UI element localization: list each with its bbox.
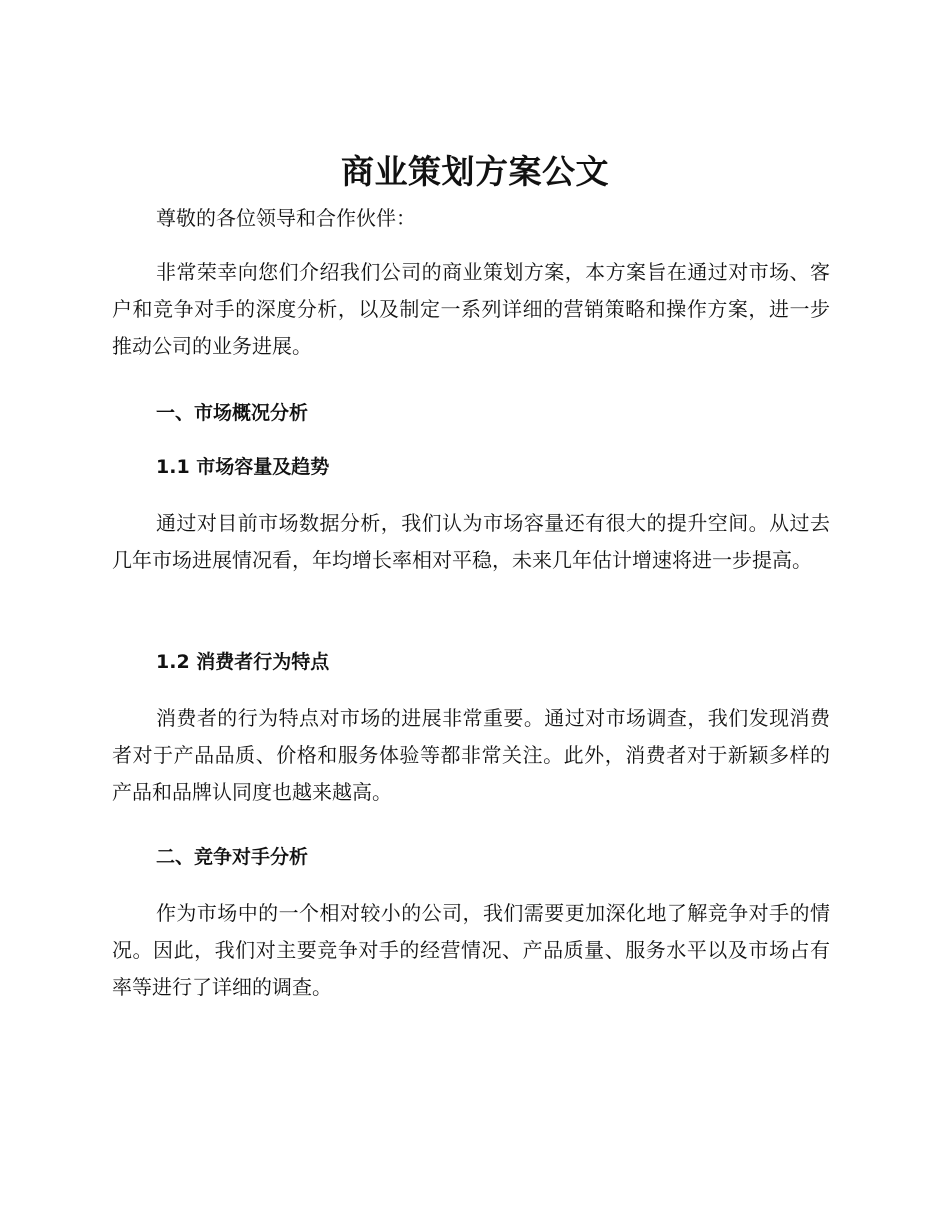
- document-title: 商业策划方案公文: [341, 152, 609, 191]
- greeting: 尊敬的各位领导和合作伙伴：: [156, 206, 416, 230]
- section-2-paragraph: 作为市场中的一个相对较小的公司，我们需要更加深化地了解竞争对手的情况。因此，我们对主要竞争对手的经营情况、产品质量、服务水平以及市场占有率等进行了详细的调查。: [112, 901, 830, 999]
- section-1-2-heading: 1.2 消费者行为特点: [156, 651, 330, 673]
- section-1-1-heading: 1.1 市场容量及趋势: [156, 456, 330, 478]
- section-1-heading: 一、市场概况分析: [156, 402, 309, 424]
- section-1-2-paragraph: 消费者的行为特点对市场的进展非常重要。通过对市场调查，我们发现消费者对于产品品质、价格和服务体验等都非常关注。此外，消费者对于新颖多样的产品和品牌认同度也越来越高。: [112, 706, 830, 804]
- intro-paragraph: 非常荣幸向您们介绍我们公司的商业策划方案，本方案旨在通过对市场、客户和竞争对手的深度分析，以及制定一系列详细的营销策略和操作方案，进一步推动公司的业务进展。: [112, 260, 830, 358]
- section-1-1-paragraph: 通过对目前市场数据分析，我们认为市场容量还有很大的提升空间。从过去几年市场进展情况看，年均增长率相对平稳，未来几年估计增速将进一步提高。: [112, 511, 830, 572]
- section-2-heading: 二、竞争对手分析: [156, 846, 309, 868]
